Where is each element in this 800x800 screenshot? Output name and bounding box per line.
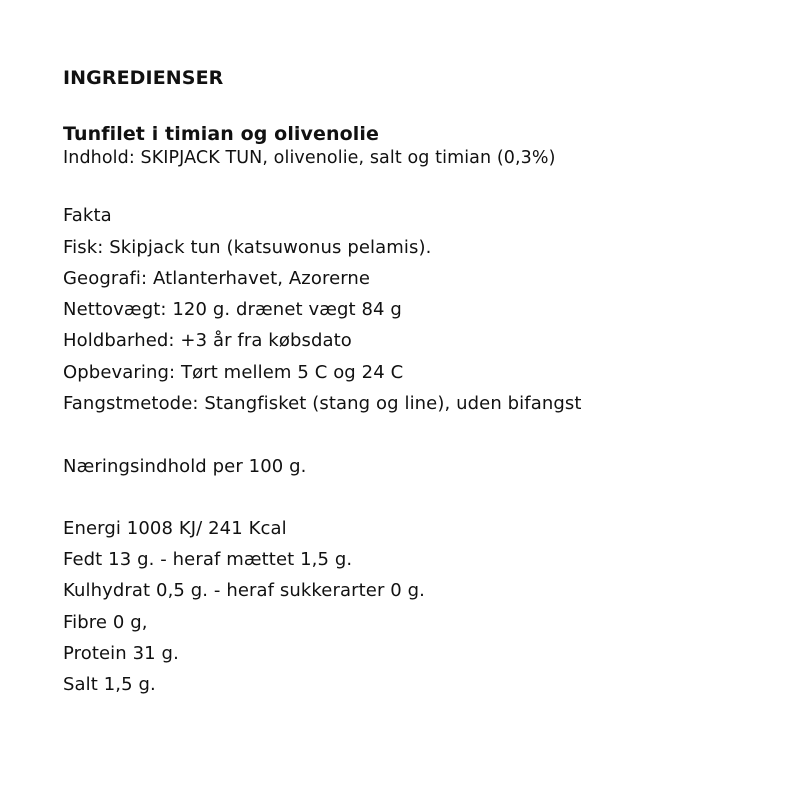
product-contents: Indhold: SKIPJACK TUN, olivenolie, salt og timian (0,3%) (63, 148, 556, 168)
product-name: Tunfilet i timian og olivenolie (63, 123, 380, 145)
nutrition-fibre: Fibre 0 g, (63, 612, 148, 633)
fact-geography: Geografi: Atlanterhavet, Azorerne (63, 268, 371, 289)
nutrition-title: Næringsindhold per 100 g. (63, 456, 307, 477)
nutrition-protein: Protein 31 g. (63, 643, 179, 664)
nutrition-carbohydrate: Kulhydrat 0,5 g. - heraf sukkerarter 0 g. (63, 580, 425, 601)
nutrition-fat: Fedt 13 g. - heraf mættet 1,5 g. (63, 549, 353, 570)
fact-net-weight: Nettovægt: 120 g. drænet vægt 84 g (63, 299, 402, 320)
nutrition-energy: Energi 1008 KJ/ 241 Kcal (63, 518, 287, 539)
facts-title: Fakta (63, 205, 112, 226)
fact-catch-method: Fangstmetode: Stangfisket (stang og line), uden bifangst (63, 393, 582, 414)
nutrition-salt: Salt 1,5 g. (63, 674, 156, 695)
ingredients-heading: INGREDIENSER (63, 67, 224, 89)
ingredients-document (63, 0, 783, 800)
fact-shelf-life: Holdbarhed: +3 år fra købsdato (63, 330, 352, 351)
fact-fish: Fisk: Skipjack tun (katsuwonus pelamis). (63, 237, 432, 258)
fact-storage: Opbevaring: Tørt mellem 5 C og 24 C (63, 362, 404, 383)
